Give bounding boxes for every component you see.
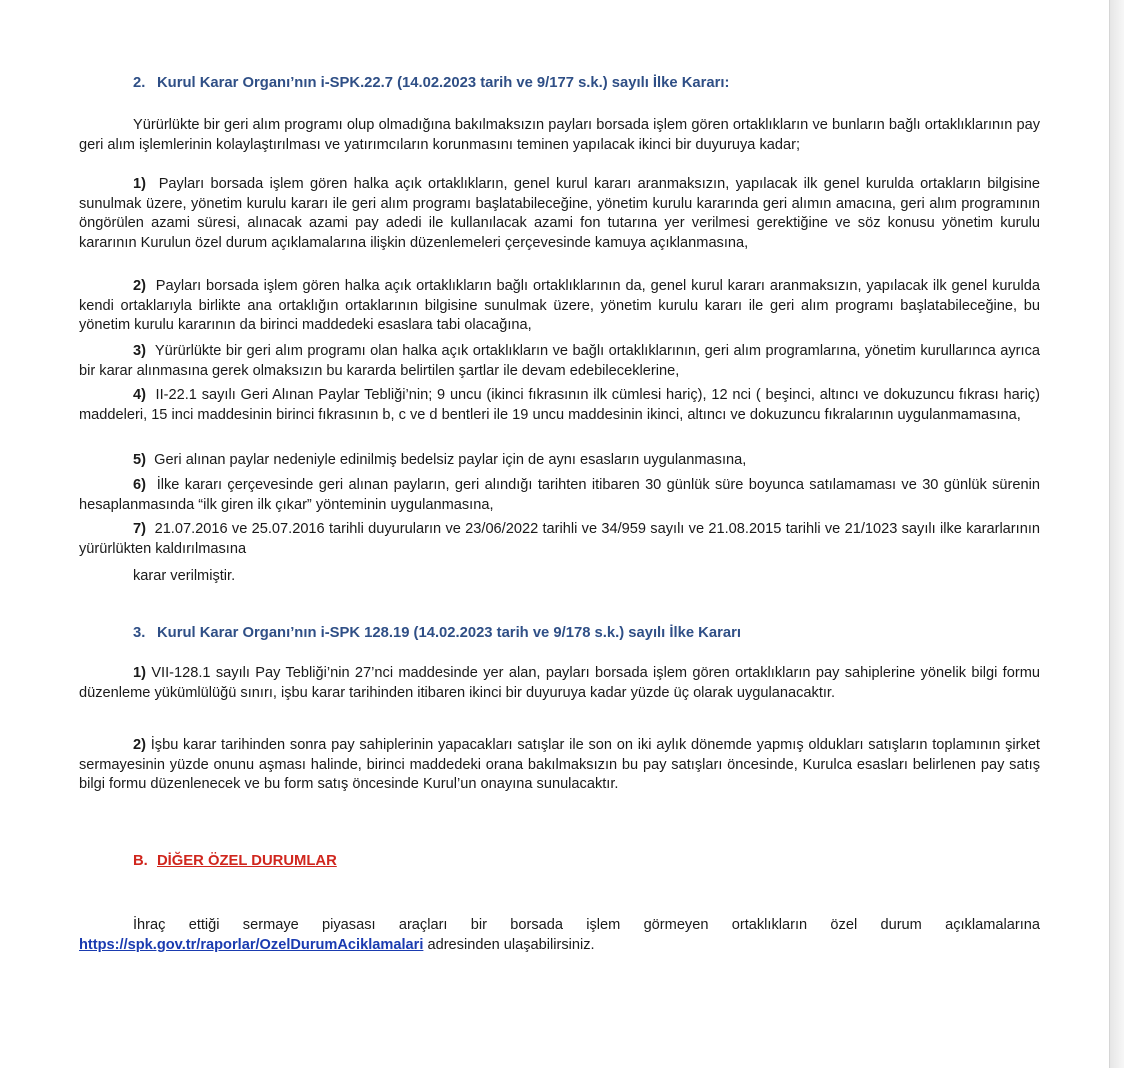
section-b-heading: [133, 852, 337, 872]
section-2-item-4: 4) II-22.1 sayılı Geri Alınan Paylar Tebliği’nin; 9 uncu (ikinci fıkrasının ilk cümlesi hariç), 12 nci ( beşinci, altıncı ve dokuzuncu fıkrası hariç) maddeleri, 15 inci maddesinin birinci fıkrasının b, c ve d bentleri ile 19 uncu maddesinin ikinci, altıncı ve dokuzuncu fıkralarının uygulanmamasına,: [79, 387, 1040, 423]
section-2-title: Kurul Karar Organı’nın i-SPK.22.7 (14.02.2023 tarih ve 9/177 s.k.) sayılı İlke Kararı:: [157, 75, 730, 91]
section-b-letter: B.: [133, 853, 148, 869]
section-3-item-2: 2) İşbu karar tarihinden sonra pay sahiplerinin yapacakları satışlar ile son on iki aylık dönemde yapmış oldukları satışların toplamının şirket sermayesinin yüzde onunu aşması halinde, birinci maddedeki orana bakılmaksızın bu pay satışları öncesinde, Kurulca esasları belirlenen pay satış bilgi formu düzenlenecek ve bu form satış öncesinde Kurul’un onayına sunulacaktır.: [79, 737, 1040, 792]
section-b-text-before: İhraç ettiği sermaye piyasası araçları bir borsada işlem görmeyen ortaklıkların özel durum açıklamalarına: [133, 917, 1040, 933]
section-2-item-7: 7) 21.07.2016 ve 25.07.2016 tarihli duyuruların ve 23/06/2022 tarihli ve 34/959 sayılı ve 21.08.2015 tarihli ve 21/1023 sayılı ilke kararlarının yürürlükten kaldırılmasına: [79, 521, 1040, 557]
ozel-durum-link[interactable]: https://spk.gov.tr/raporlar/OzelDurumAciklamalari: [79, 936, 424, 953]
section-3-number: 3.: [133, 625, 146, 641]
section-b-text-after: adresinden ulaşabilirsiniz.: [427, 936, 595, 953]
section-b-paragraph: [79, 916, 1040, 955]
section-3-item-1: 1) VII-128.1 sayılı Pay Tebliği’nin 27’nci maddesinde yer alan, payları borsada işlem gören ortaklıkların pay sahiplerine yönelik bilgi formu düzenleme yükümlülüğü sınırı, işbu karar tarihinden itibaren ikinci bir duyuruya kadar yüzde üç olarak uygulanacaktır.: [79, 665, 1040, 701]
section-3-title: Kurul Karar Organı’nın i-SPK 128.19 (14.02.2023 tarih ve 9/178 s.k.) sayılı İlke Kararı: [157, 625, 741, 641]
section-2-item-1: 1) Payları borsada işlem gören halka açık ortaklıkların, genel kurul kararı aranmaksızın, yapılacak ilk genel kurulda ortakların bilgisine sunulmak üzere, yönetim kurulu kararı ile geri alım programı başlatabileceğine, yönetim kurulu kararında geri alımın amacına, geri alım programının öngörülen azami süresi, alınacak azami pay adedi ile kullanılacak azami fon tutarına yer verilmesi gerektiğine ve söz konusu yönetim kurulu kararının Kurulun özel durum açıklamalarına ilişkin düzenlemeleri çerçevesinde kamuya açıklanmasına,: [79, 176, 1040, 251]
section-2-item-2: 2) Payları borsada işlem gören halka açık ortaklıkların bağlı ortaklıklarının da, genel kurul kararı aranmaksızın, yapılacak ilk genel kurulda kendi ortaklarıyla birlikte ana ortaklığın ortaklarının bilgisine sunulmak üzere, yönetim kurulu kararı ile geri alım programı başlatabileceğine, bu yönetim kurulu kararının da birinci maddedeki esaslara tabi olacağına,: [79, 278, 1040, 333]
section-b-title: DİĞER ÖZEL DURUMLAR: [157, 853, 337, 869]
section-2-intro: Yürürlükte bir geri alım programı olup olmadığına bakılmaksızın payları borsada işlem gören ortaklıkların ve bunların bağlı ortaklıklarının pay geri alım işlemlerinin kolaylaştırılması ve yatırımcıların korunmasını teminen yapılacak ikinci bir duyuruya kadar;: [79, 117, 1040, 153]
section-2-closing: karar verilmiştir.: [133, 568, 236, 584]
section-2-item-3: 3) Yürürlükte bir geri alım programı olan halka açık ortaklıkların ve bağlı ortaklıklarının, geri alım programlarına, yönetim kurullarınca ayrıca bir karar alınmasına gerek olmaksızın bu kararda belirtilen şartlar ile devam edebileceklerine,: [79, 343, 1040, 379]
page-edge: [1109, 0, 1124, 1068]
section-2-heading: [133, 74, 729, 94]
section-2-item-5: 5) Geri alınan paylar nedeniyle edinilmiş bedelsiz paylar için de aynı esasların uygulanmasına,: [133, 452, 747, 468]
section-2-number: 2.: [133, 75, 146, 91]
section-3-heading: [133, 624, 741, 644]
section-2-item-6: 6) İlke kararı çerçevesinde geri alınan payların, geri alındığı tarihten itibaren 30 günlük süre boyunca satılamaması ve 30 günlük sürenin hesaplanmasında “ilk giren ilk çıkar” yönteminin uygulanmasına,: [79, 477, 1041, 513]
